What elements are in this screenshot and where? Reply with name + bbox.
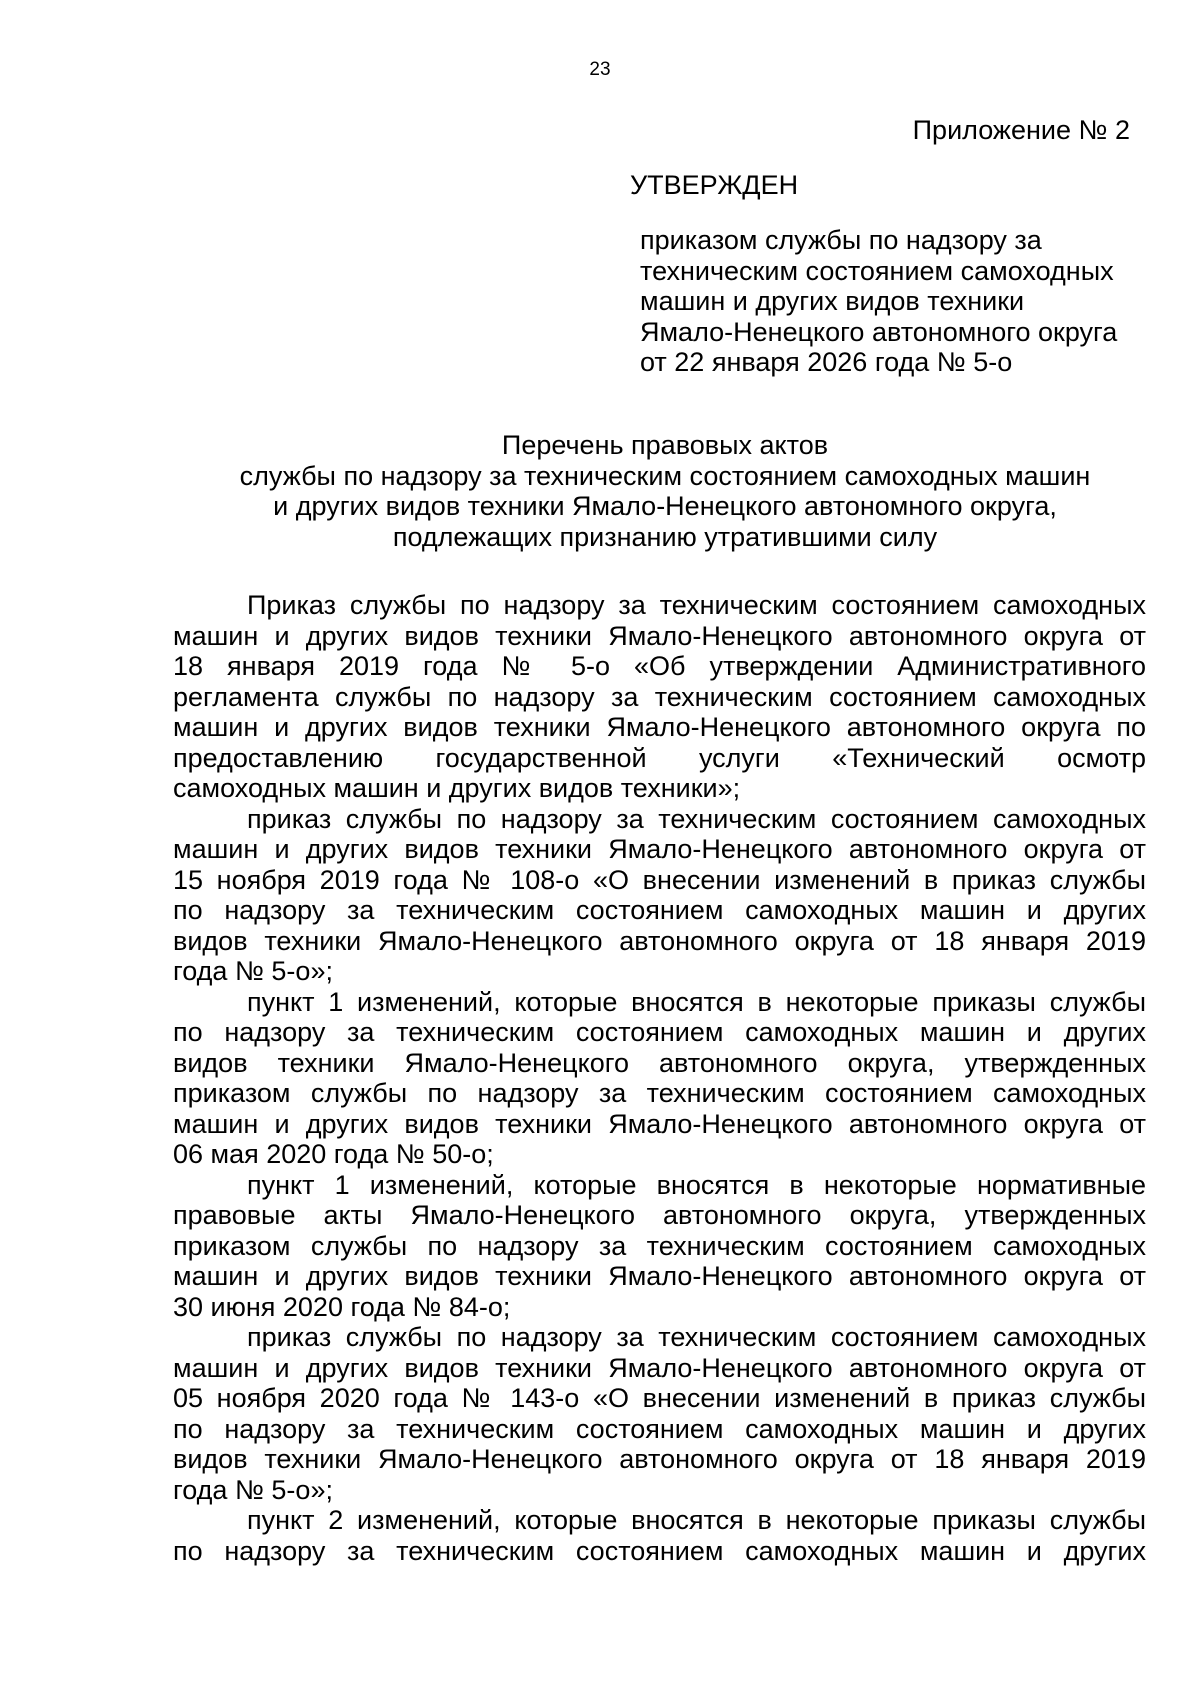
- text-line: пункт 2 изменений, которые вносятся в некоторые приказы службы: [247, 1505, 1146, 1535]
- approved-label: УТВЕРЖДЕН: [630, 170, 799, 200]
- text-line: машин и других видов техники Ямало-Ненецкого автономного округа от: [173, 1352, 1146, 1383]
- list-item-paragraph: [173, 1322, 1146, 1505]
- approval-line: Ямало-Ненецкого автономного округа: [640, 316, 1118, 347]
- text-line: видов техники Ямало-Ненецкого автономного округа, утвержденных: [173, 1047, 1146, 1078]
- title-line: службы по надзору за техническим состоянием самоходных машин: [239, 460, 1091, 491]
- text-line: года № 5-о»;: [173, 1474, 333, 1505]
- text-line: по надзору за техническим состоянием самоходных машин и других: [173, 1535, 1146, 1566]
- text-line: по надзору за техническим состоянием самоходных машин и других: [173, 1017, 1146, 1047]
- approval-line: техническим состоянием самоходных: [640, 255, 1114, 286]
- text-line: пункт 1 изменений, которые вносятся в некоторые приказы службы: [247, 986, 1146, 1017]
- text-line: приказ службы по надзору за техническим состоянием самоходных: [247, 803, 1146, 834]
- text-line: видов техники Ямало-Ненецкого автономного округа от 18 января 2019: [173, 1444, 1146, 1474]
- text-line: 06 мая 2020 года № 50-о;: [173, 1139, 494, 1169]
- text-line: 15 ноября 2019 года № 108-о «О внесении изменений в приказ службы: [173, 864, 1146, 895]
- approval-line: приказом службы по надзору за: [640, 225, 1042, 255]
- text-line: года № 5-о»;: [173, 956, 333, 986]
- list-item-paragraph: [173, 804, 1146, 987]
- approval-line: машин и других видов техники: [640, 286, 1025, 316]
- approval-line: от 22 января 2026 года № 5-о: [640, 347, 1013, 377]
- text-line: машин и других видов техники Ямало-Ненецкого автономного округа по: [173, 712, 1146, 742]
- text-line: машин и других видов техники Ямало-Ненецкого автономного округа от: [173, 1261, 1146, 1291]
- text-line: пункт 1 изменений, которые вносятся в некоторые нормативные: [247, 1169, 1146, 1200]
- list-item-paragraph: [173, 1505, 1146, 1566]
- text-line: машин и других видов техники Ямало-Ненецкого автономного округа от: [173, 620, 1146, 651]
- text-line: 05 ноября 2020 года № 143-о «О внесении изменений в приказ службы: [173, 1383, 1146, 1413]
- title-line: и других видов техники Ямало-Ненецкого автономного округа,: [273, 491, 1057, 521]
- text-line: 30 июня 2020 года № 84-о;: [173, 1291, 511, 1322]
- text-line: машин и других видов техники Ямало-Ненецкого автономного округа от: [173, 1108, 1146, 1139]
- page-number: 23: [589, 59, 611, 80]
- text-line: приказом службы по надзору за техническим состоянием самоходных: [173, 1230, 1146, 1261]
- document-body: [173, 590, 1146, 1566]
- list-item-paragraph: [173, 987, 1146, 1170]
- approval-details: [640, 225, 1117, 378]
- text-line: по надзору за техническим состоянием самоходных машин и других: [173, 1413, 1146, 1444]
- title-line: подлежащих признанию утратившими силу: [392, 521, 938, 552]
- text-line: предоставлению государственной услуги «Технический осмотр: [173, 742, 1146, 773]
- text-line: по надзору за техническим состоянием самоходных машин и других: [173, 895, 1146, 925]
- text-line: правовые акты Ямало-Ненецкого автономного округа, утвержденных: [173, 1200, 1146, 1230]
- text-line: приказ службы по надзору за техническим состоянием самоходных: [247, 1322, 1146, 1352]
- title-line: Перечень правовых актов: [501, 430, 829, 460]
- text-line: машин и других видов техники Ямало-Ненецкого автономного округа от: [173, 834, 1146, 864]
- list-item-paragraph: [173, 1170, 1146, 1323]
- text-line: Приказ службы по надзору за техническим состоянием самоходных: [247, 590, 1146, 620]
- text-line: 18 января 2019 года № 5-о «Об утверждении Административного: [173, 651, 1146, 681]
- text-line: видов техники Ямало-Ненецкого автономного округа от 18 января 2019: [173, 925, 1146, 956]
- list-item-paragraph: [173, 590, 1146, 804]
- text-line: самоходных машин и других видов техники»;: [173, 773, 741, 803]
- text-line: регламента службы по надзору за техническим состоянием самоходных: [173, 681, 1146, 712]
- text-line: приказом службы по надзору за техническим состоянием самоходных: [173, 1078, 1146, 1108]
- document-title: [0, 430, 1200, 552]
- appendix-label: Приложение № 2: [912, 115, 1130, 145]
